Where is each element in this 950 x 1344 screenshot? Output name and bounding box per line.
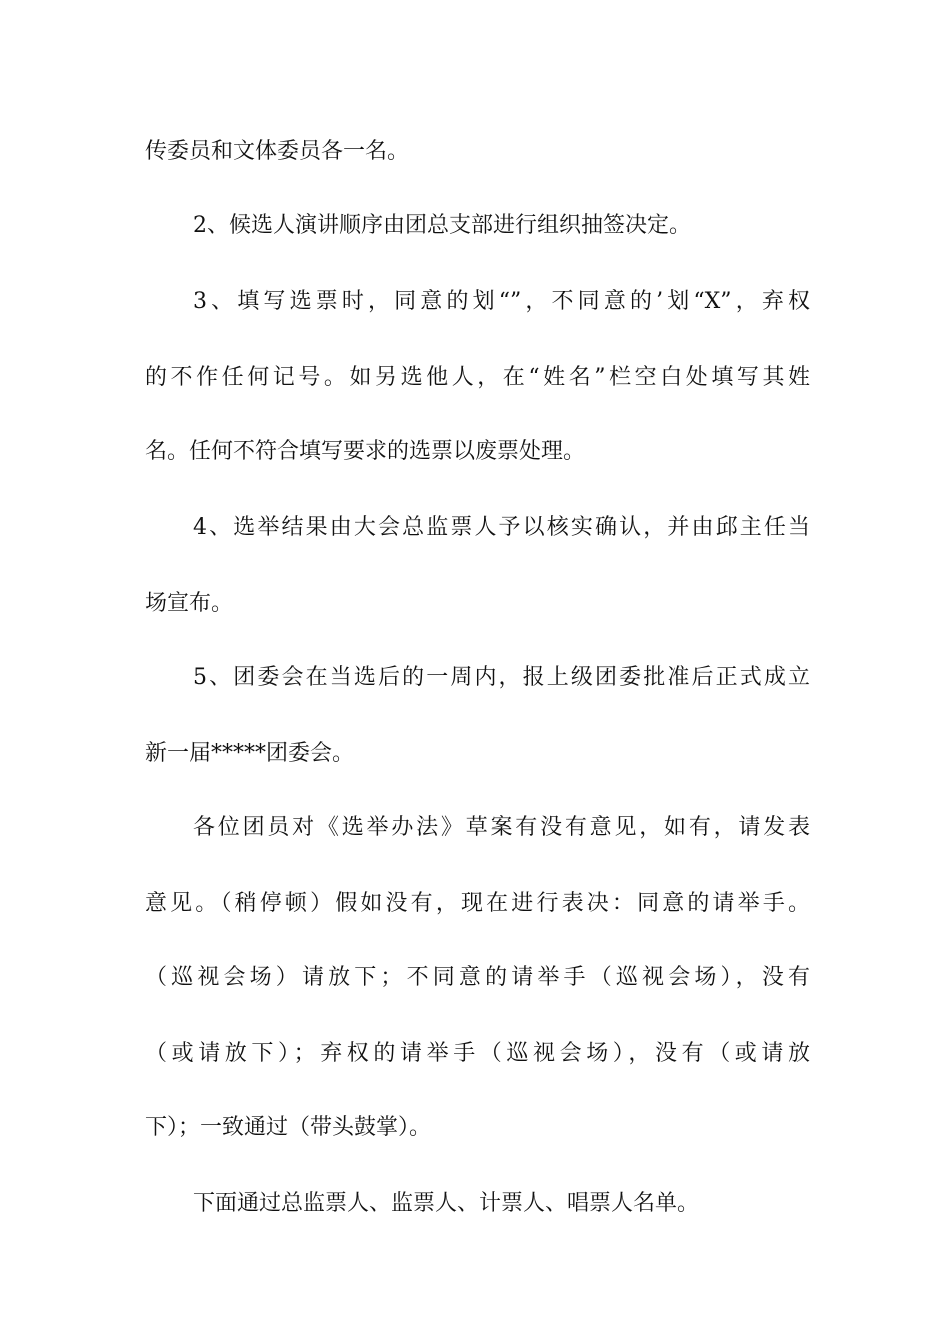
paragraph-line-9: 新一届*****团委会。 [145,741,355,766]
paragraph-line-12: （巡视会场）请放下；不同意的请举手（巡视会场），没有 [145,965,810,990]
paragraph-line-1: 传委员和文体委员各一名。 [145,139,410,164]
paragraph-line-2: 2、候选人演讲顺序由团总支部进行组织抽签决定。 [193,213,691,238]
paragraph-line-11: 意见。（稍停顿）假如没有，现在进行表决：同意的请举手。 [145,891,810,916]
paragraph-line-6: 4、选举结果由大会总监票人予以核实确认，并由邱主任当 [193,515,810,540]
paragraph-line-7: 场宣布。 [145,591,234,616]
paragraph-line-4: 的不作任何记号。如另选他人，在“姓名”栏空白处填写其姓 [145,365,810,390]
paragraph-line-5: 名。任何不符合填写要求的选票以废票处理。 [145,439,586,464]
paragraph-line-14: 下）；一致通过（带头鼓掌）。 [145,1115,432,1140]
paragraph-line-10: 各位团员对《选举办法》草案有没有意见，如有，请发表 [193,815,810,840]
paragraph-line-15: 下面通过总监票人、监票人、计票人、唱票人名单。 [193,1191,700,1216]
paragraph-line-13: （或请放下）；弃权的请举手（巡视会场），没有（或请放 [145,1041,810,1066]
paragraph-line-3: 3、填写选票时，同意的划“”，不同意的’划“X”，弃权 [193,289,810,314]
paragraph-line-8: 5、团委会在当选后的一周内，报上级团委批准后正式成立 [193,665,810,690]
